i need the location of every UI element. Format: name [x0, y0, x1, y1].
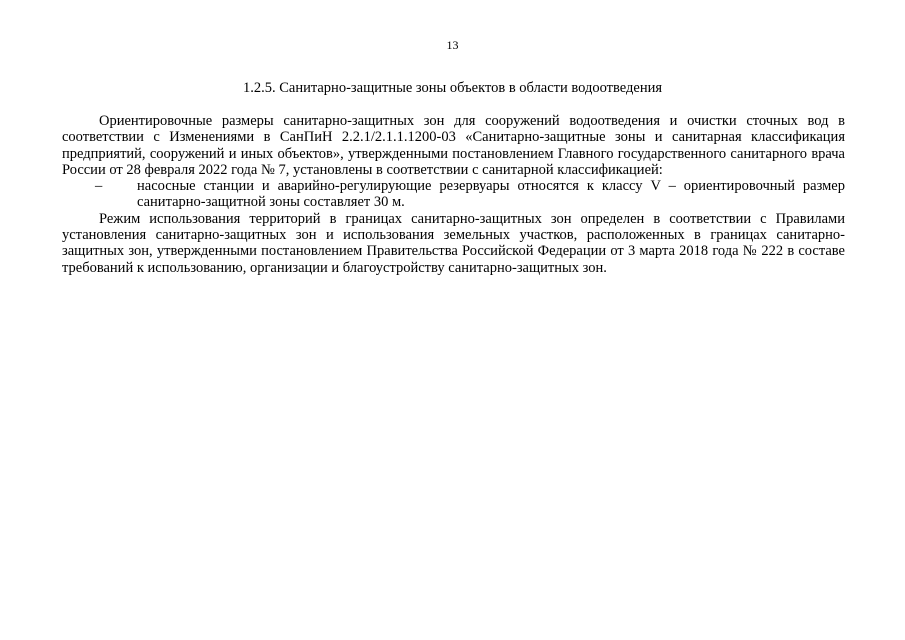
- page-number: 13: [446, 38, 459, 52]
- document-body: [62, 113, 845, 276]
- list-item: [62, 178, 845, 211]
- section-heading: 1.2.5. Санитарно-защитные зоны объектов в области водоотведения: [242, 80, 663, 96]
- paragraph-intro: Ориентировочные размеры санитарно-защитных зон для сооружений водоотведения и очистки сточных вод в соответствии с Изменениями в СанПиН 2.2.1/2.1.1.1200-03 «Санитарно-защитные зоны и санитарная классификация предприятий, сооружений и иных объектов», утвержденными постановлением Главного государственного санитарного врача России от 28 февраля 2022 года № 7, установлены в соответствии с санитарной классификацией:: [62, 113, 845, 178]
- list-dash-marker: –: [95, 178, 103, 195]
- paragraph-regime: Режим использования территорий в границах санитарно-защитных зон определен в соответствии с Правилами установления санитарно-защитных зон и использования земельных участков, расположенных в границах санитарно-защитных зон, утвержденными постановлением Правительства Российской Федерации от 3 марта 2018 года № 222 в составе требований к использованию, организации и благоустройству санитарно-защитных зон.: [62, 210, 845, 276]
- list-item-text: насосные станции и аварийно-регулирующие резервуары относятся к классу V – ориентировочный размер санитарно-защитной зоны составляет 30 м.: [137, 178, 845, 211]
